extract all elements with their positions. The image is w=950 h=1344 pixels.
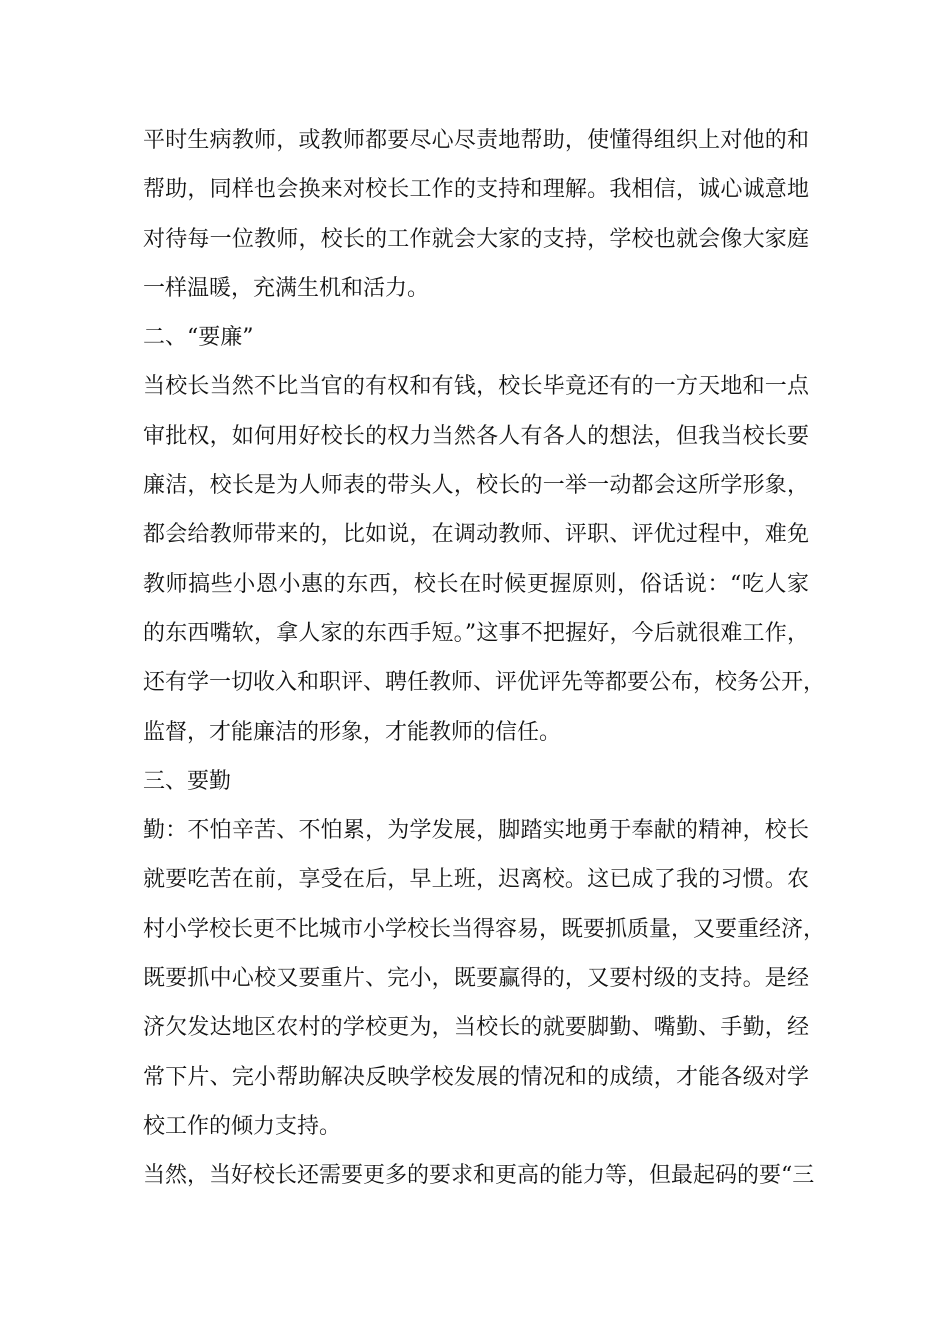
body-text [143, 116, 826, 1201]
text-line: 当然，当好校长还需要更多的要求和更高的能力等，但最起码的要“三 [143, 1163, 815, 1189]
text-line: 既要抓中心校又要重片、完小，既要赢得的，又要村级的支持。是经 [143, 966, 809, 992]
text-line: 审批权，如何用好校长的权力当然各人有各人的想法，但我当校长要 [143, 423, 809, 449]
text-line: 常下片、完小帮助解决反映学校发展的情况和的成绩，才能各级对学 [143, 1064, 809, 1090]
text-line: 一样温暖，充满生机和活力。 [143, 275, 430, 301]
text-line: 勤：不怕辛苦、不怕累，为学发展，脚踏实地勇于奉献的精神，校长 [143, 818, 809, 844]
text-line: 校工作的倾力支持。 [143, 1113, 342, 1139]
text-line: 廉洁，校长是为人师表的带头人，校长的一举一动都会这所学形象， [143, 473, 809, 499]
text-line: 的东西嘴软，拿人家的东西手短。”这事不把握好，今后就很难工作， [143, 620, 809, 646]
text-line: 都会给教师带来的，比如说，在调动教师、评职、评优过程中，难免 [143, 522, 809, 548]
text-line: 村小学校长更不比城市小学校长当得容易，既要抓质量，又要重经济， [143, 916, 826, 942]
text-line: 就要吃苦在前，享受在后，早上班，迟离校。这已成了我的习惯。农 [143, 867, 809, 893]
text-line: 平时生病教师，或教师都要尽心尽责地帮助，使懂得组织上对他的和 [143, 128, 809, 153]
section-heading: 三、要勤 [143, 768, 232, 794]
text-line: 当校长当然不比当官的有权和有钱，校长毕竟还有的一方天地和一点 [143, 374, 809, 400]
text-line: 教师搞些小恩小惠的东西，校长在时候更握原则，俗话说：“吃人家 [143, 571, 809, 597]
text-line: 监督，才能廉洁的形象，才能教师的信任。 [143, 719, 562, 745]
text-line: 济欠发达地区农村的学校更为，当校长的就要脚勤、嘴勤、手勤，经 [143, 1015, 809, 1041]
text-line: 对待每一位教师，校长的工作就会大家的支持，学校也就会像大家庭 [143, 226, 809, 252]
section-heading: 二、“要廉” [143, 325, 254, 351]
text-line: 还有学一切收入和职评、聘任教师、评优评先等都要公布，校务公开， [143, 670, 826, 696]
text-line: 帮助，同样也会换来对校长工作的支持和理解。我相信，诚心诚意地 [143, 177, 809, 203]
